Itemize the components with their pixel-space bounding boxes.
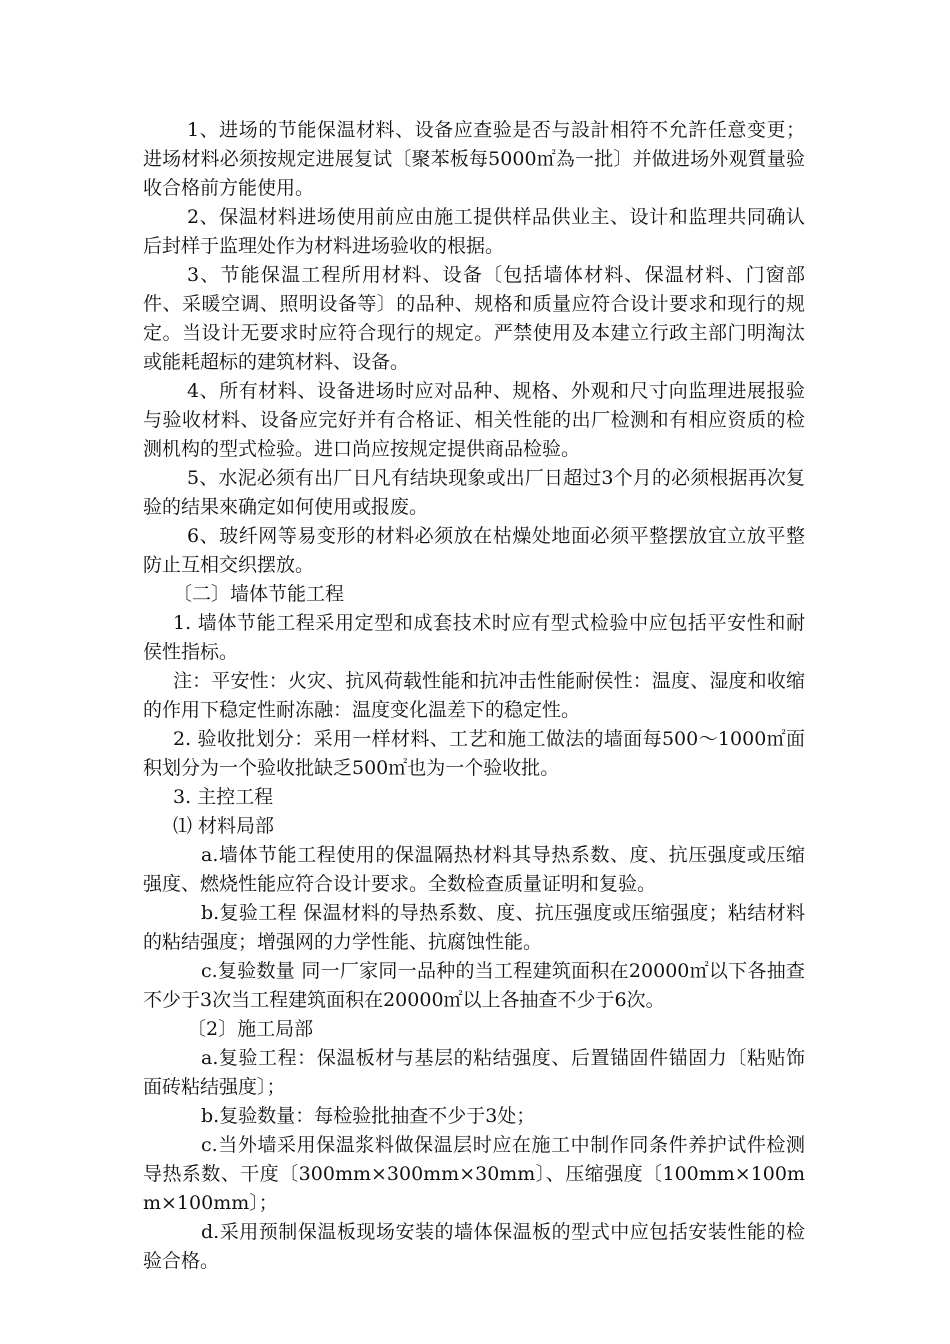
paragraph-5: 5、水泥必须有出厂日凡有结块现象或出厂日超过3个月的必须根据再次复验的结果來确定如何使用或报废。: [143, 467, 805, 518]
paragraph-6: 6、玻纤网等易变形的材料必须放在枯燥处地面必须平整摆放宜立放平整防止互相交织摆放。: [143, 525, 805, 576]
section-heading-wall: 〔二〕墙体节能工程: [173, 583, 345, 605]
item-a-materials: a.墙体节能工程使用的保温隔热材料其导热系数、度、抗压强度或压缩强度、燃烧性能应符合设计要求。全数检查质量证明和复验。: [143, 844, 805, 895]
paragraph-wall-2: 2. 验收批划分：采用一样材料、工艺和施工做法的墙面每500～1000㎡面积划分为一个验收批缺乏500㎡也为一个验收批。: [143, 728, 805, 779]
paragraph-wall-1: 1. 墙体节能工程采用定型和成套技术时应有型式检验中应包括平安性和耐侯性指标。: [143, 612, 805, 663]
paragraph-3: 3、节能保温工程所用材料、设备〔包括墙体材料、保温材料、门窗部件、采暖空调、照明设备等〕的品种、规格和质量应符合设计要求和现行的规定。当设计无要求时应符合现行的规定。严禁使用及本建立行政主部门明淘汰或能耗超标的建筑材料、设备。: [143, 264, 805, 373]
item-d-construction: d.采用预制保温板现场安装的墙体保温板的型式中应包括安装性能的检验合格。: [143, 1221, 805, 1272]
subheading-main-control: 3. 主控工程: [173, 786, 274, 808]
document-body: [143, 116, 805, 1276]
paragraph-4: 4、所有材料、设备进场时应对品种、规格、外观和尺寸向监理进展报验与验收材料、设备应完好并有合格证、相关性能的出厂检测和有相应资质的检测机构的型式检验。进口尚应按规定提供商品检验。: [143, 380, 805, 460]
subheading-materials: ⑴ 材料局部: [173, 815, 275, 837]
paragraph-note: 注：平安性：火灾、抗风荷载性能和抗冲击性能耐侯性：温度、湿度和收缩的作用下稳定性耐冻融：温度变化温差下的稳定性。: [143, 670, 805, 721]
item-a-construction: a.复验工程：保温板材与基层的粘结强度、后置锚固件锚固力〔粘贴饰面砖粘结强度〕；: [143, 1047, 805, 1098]
paragraph-1: 1、进场的节能保温材料、设备应查验是否与設計相符不允許任意变更；进场材料必须按规定进展复试〔聚苯板每5000㎡為一批〕并做进场外观質量验收合格前方能使用。: [143, 119, 805, 199]
item-c-construction: c.当外墙采用保温浆料做保温层时应在施工中制作同条件养护试件检测导热系数、干度〔300mm×300mm×30mm〕、压缩强度〔100mm×100mm×100mm〕；: [143, 1134, 805, 1214]
item-c-materials: c.复验数量 同一厂家同一品种的当工程建筑面积在20000㎡以下各抽查不少于3次当工程建筑面积在20000㎡以上各抽查不少于6次。: [143, 960, 805, 1011]
item-b-materials: b.复验工程 保温材料的导热系数、度、抗压强度或压缩强度；粘结材料的粘结强度；增强网的力学性能、抗腐蚀性能。: [143, 902, 805, 953]
paragraph-2: 2、保温材料进场使用前应由施工提供样品供业主、设计和监理共同确认后封样于监理处作为材料进场验收的根据。: [143, 206, 805, 257]
item-b-construction: b.复验数量：每检验批抽查不少于3处；: [201, 1105, 536, 1127]
subheading-construction: 〔2〕施工局部: [187, 1018, 314, 1040]
